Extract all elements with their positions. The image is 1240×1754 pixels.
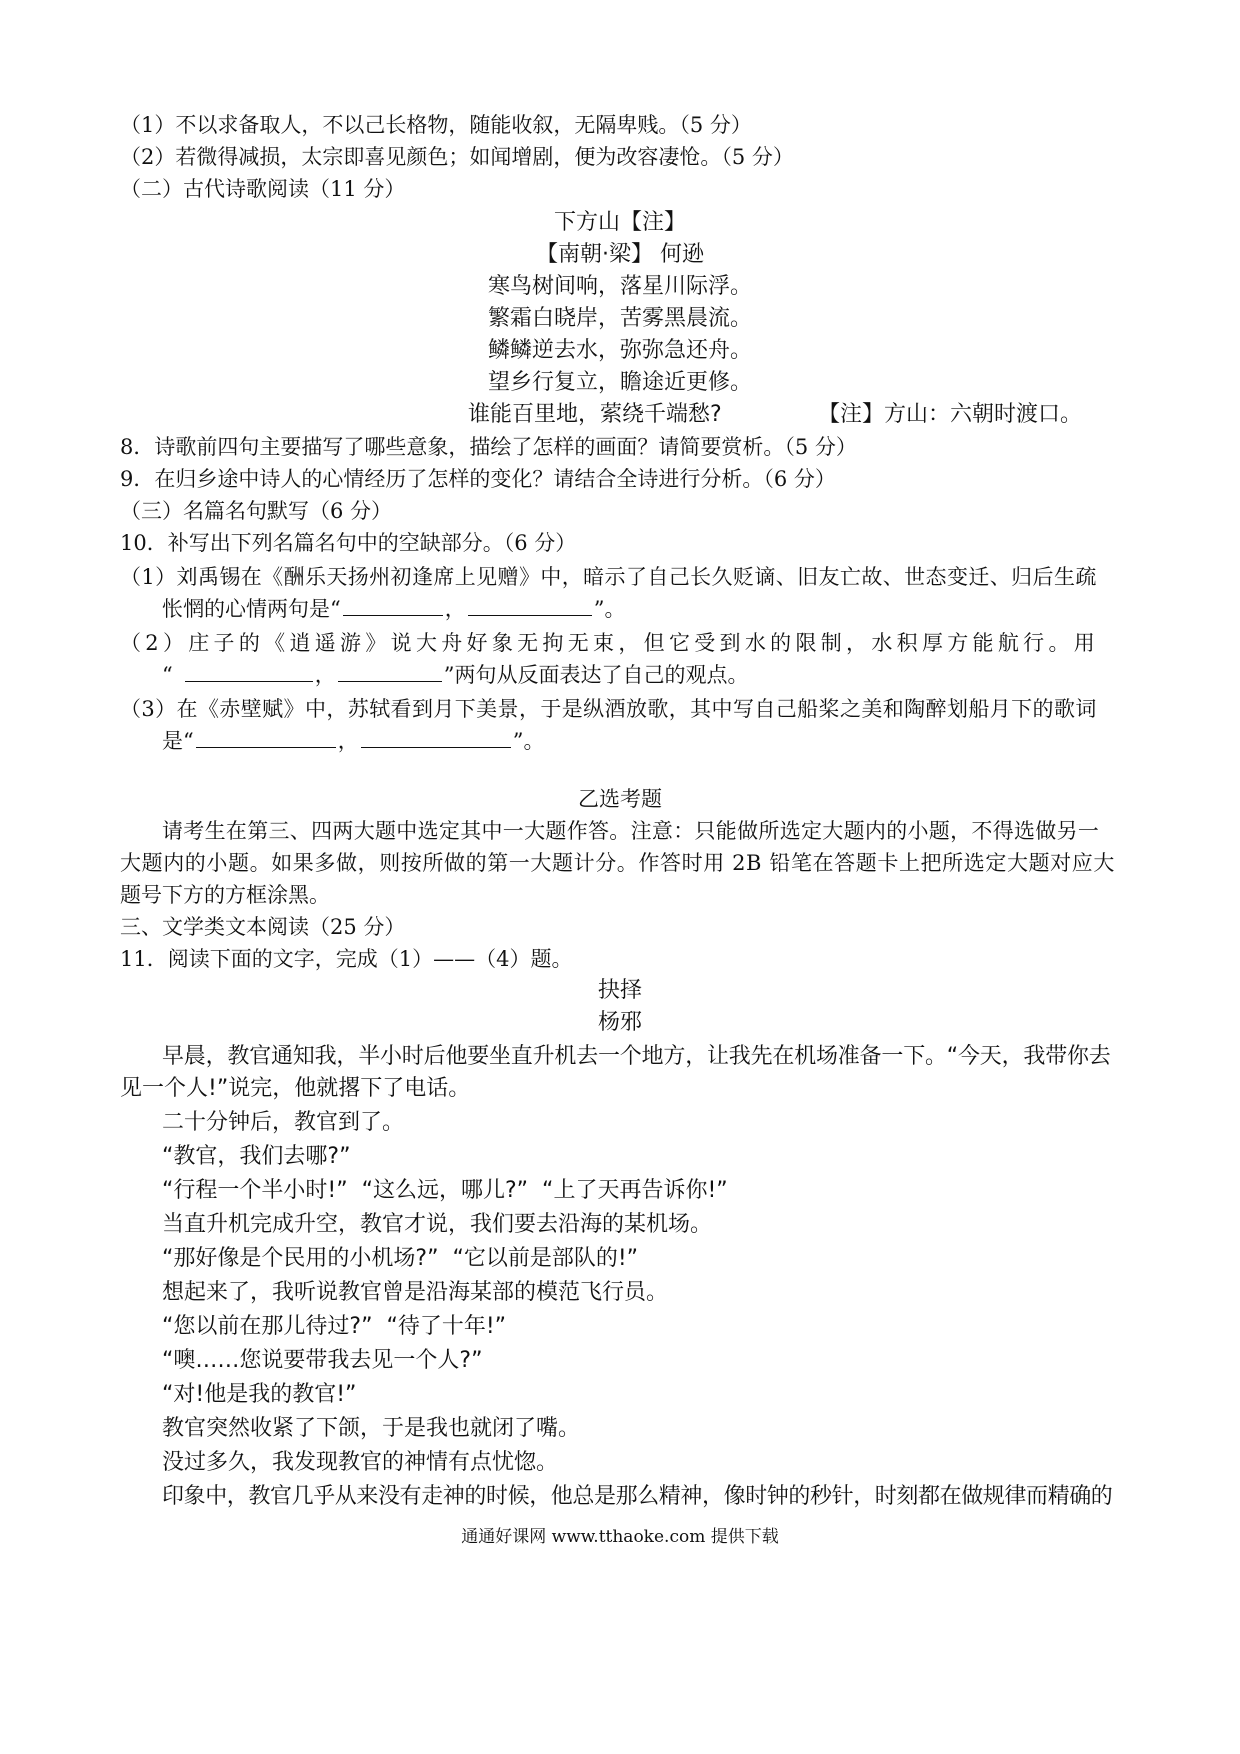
poem-line-4: 望乡行复立，瞻途近更修。 [487,370,752,395]
poem-line-5: 谁能百里地，萦绕千端愁? [468,402,722,427]
answer-suffix: ”。 [512,729,545,753]
story-paragraph-6: “那好像是个民用的小机场?” “它以前是部队的!” [162,1246,639,1271]
answer-blank-4[interactable] [338,661,442,682]
answer-separator: ， [444,597,466,621]
q7-item-1: （1）不以求备取人，不以己长格物，随能收叙，无隔卑贱。（5 分） [120,113,752,137]
question-8: 8．诗歌前四句主要描写了哪些意象，描绘了怎样的画面？请简要赏析。（5 分） [120,435,857,459]
story-paragraph-10: “对!他是我的教官!” [162,1382,357,1407]
section3-heading: （三）名篇名句默写（6 分） [120,499,393,523]
answer-blank-6[interactable] [361,727,511,748]
question-10-item-3: （3）在《赤壁赋》中，苏轼看到月下美景，于是纵酒放歌，其中写自己船桨之美和陶醉划船月下的歌词 [120,697,1097,721]
poem-author: 【南朝·梁】 何逊 [536,242,704,267]
poem-line-2: 繁霜白晓岸，苦雾黑晨流。 [487,306,752,331]
story-paragraph-1a: 早晨，教官通知我，半小时后他要坐直升机去一个地方，让我先在机场准备一下。“今天，我带你去 [162,1044,1111,1069]
optional-instructions-1: 请考生在第三、四两大题中选定其中一大题作答。注意：只能做所选定大题内的小题，不得选做另一 [162,819,1100,843]
answer-prefix: 怅惘的心情两句是“ [162,597,341,621]
poem-title: 下方山【注】 [553,210,686,235]
section2-heading: （二）古代诗歌阅读（11 分） [120,177,406,201]
question-10-item-2-answer-line [162,660,749,690]
question-9: 9．在归乡途中诗人的心情经历了怎样的变化？请结合全诗进行分析。（6 分） [120,467,836,491]
answer-separator: ， [314,663,336,687]
question-10-intro: 10．补写出下列名篇名句中的空缺部分。（6 分） [120,531,577,555]
story-paragraph-12: 没过多久，我发现教官的神情有点忧惚。 [162,1450,559,1475]
story-paragraph-3: “教官，我们去哪?” [162,1144,351,1169]
story-paragraph-2: 二十分钟后，教官到了。 [162,1110,405,1135]
story-paragraph-9: “噢……您说要带我去见一个人?” [162,1348,483,1373]
story-paragraph-13: 印象中，教官几乎从来没有走神的时候，他总是那么精神，像时钟的秒针，时刻都在做规律而精确的 [162,1484,1113,1509]
answer-blank-2[interactable] [468,595,592,616]
answer-blank-5[interactable] [196,727,336,748]
question-10-item-1-answer-line [162,594,626,624]
story-paragraph-8: “您以前在那儿待过?” “待了十年!” [162,1314,507,1339]
story-paragraph-7: 想起来了，我听说教官曾是沿海某部的模范飞行员。 [162,1280,669,1305]
answer-prefix: “ [162,663,173,687]
story-paragraph-5: 当直升机完成升空，教官才说，我们要去沿海的某机场。 [162,1212,713,1237]
poem-line-3: 鳞鳞逆去水，弥弥急还舟。 [487,338,752,363]
answer-suffix: ”。 [593,597,626,621]
poem-line-1: 寒鸟树间响，落星川际浮。 [487,274,752,299]
optional-instructions-3: 题号下方的方框涂黑。 [120,883,330,907]
question-10-item-3-answer-line [162,726,545,756]
answer-prefix: 是“ [162,729,194,753]
answer-suffix: ”两句从反面表达了自己的观点。 [443,663,749,687]
question-10-item-2: （2）庄子的《逍遥游》说大舟好象无拘无束，但它受到水的限制，水积厚方能航行。用 [120,631,1100,655]
story-title: 抉择 [597,978,642,1003]
story-author: 杨邪 [597,1010,642,1035]
page-footer: 通通好课网 www.tthaoke.com 提供下载 [461,1527,779,1547]
optional-heading: 乙选考题 [578,787,662,811]
question-10-item-1: （1）刘禹锡在《酬乐天扬州初逢席上见赠》中，暗示了自己长久贬谪、旧友亡故、世态变迁、归后生疏 [120,565,1097,589]
answer-blank-3[interactable] [185,661,313,682]
story-paragraph-1b: 见一个人!”说完，他就撂下了电话。 [120,1076,471,1101]
answer-blank-1[interactable] [343,595,443,616]
story-paragraph-4: “行程一个半小时!” “这么远，哪儿?” “上了天再告诉你!” [162,1178,728,1203]
story-paragraph-11: 教官突然收紧了下颌，于是我也就闭了嘴。 [162,1416,581,1441]
poem-note: 【注】方山：六朝时渡口。 [818,402,1083,427]
q7-item-2: （2）若微得减损，太宗即喜见颜色；如闻增剧，便为改容凄怆。（5 分） [120,145,794,169]
part3-heading: 三、文学类文本阅读（25 分） [120,915,406,939]
answer-separator: ， [337,729,359,753]
question-11: 11．阅读下面的文字，完成（1）——（4）题。 [120,947,573,971]
optional-instructions-2: 大题内的小题。如果多做，则按所做的第一大题计分。作答时用 2B 铅笔在答题卡上把所选定大题对应大 [120,851,1115,875]
